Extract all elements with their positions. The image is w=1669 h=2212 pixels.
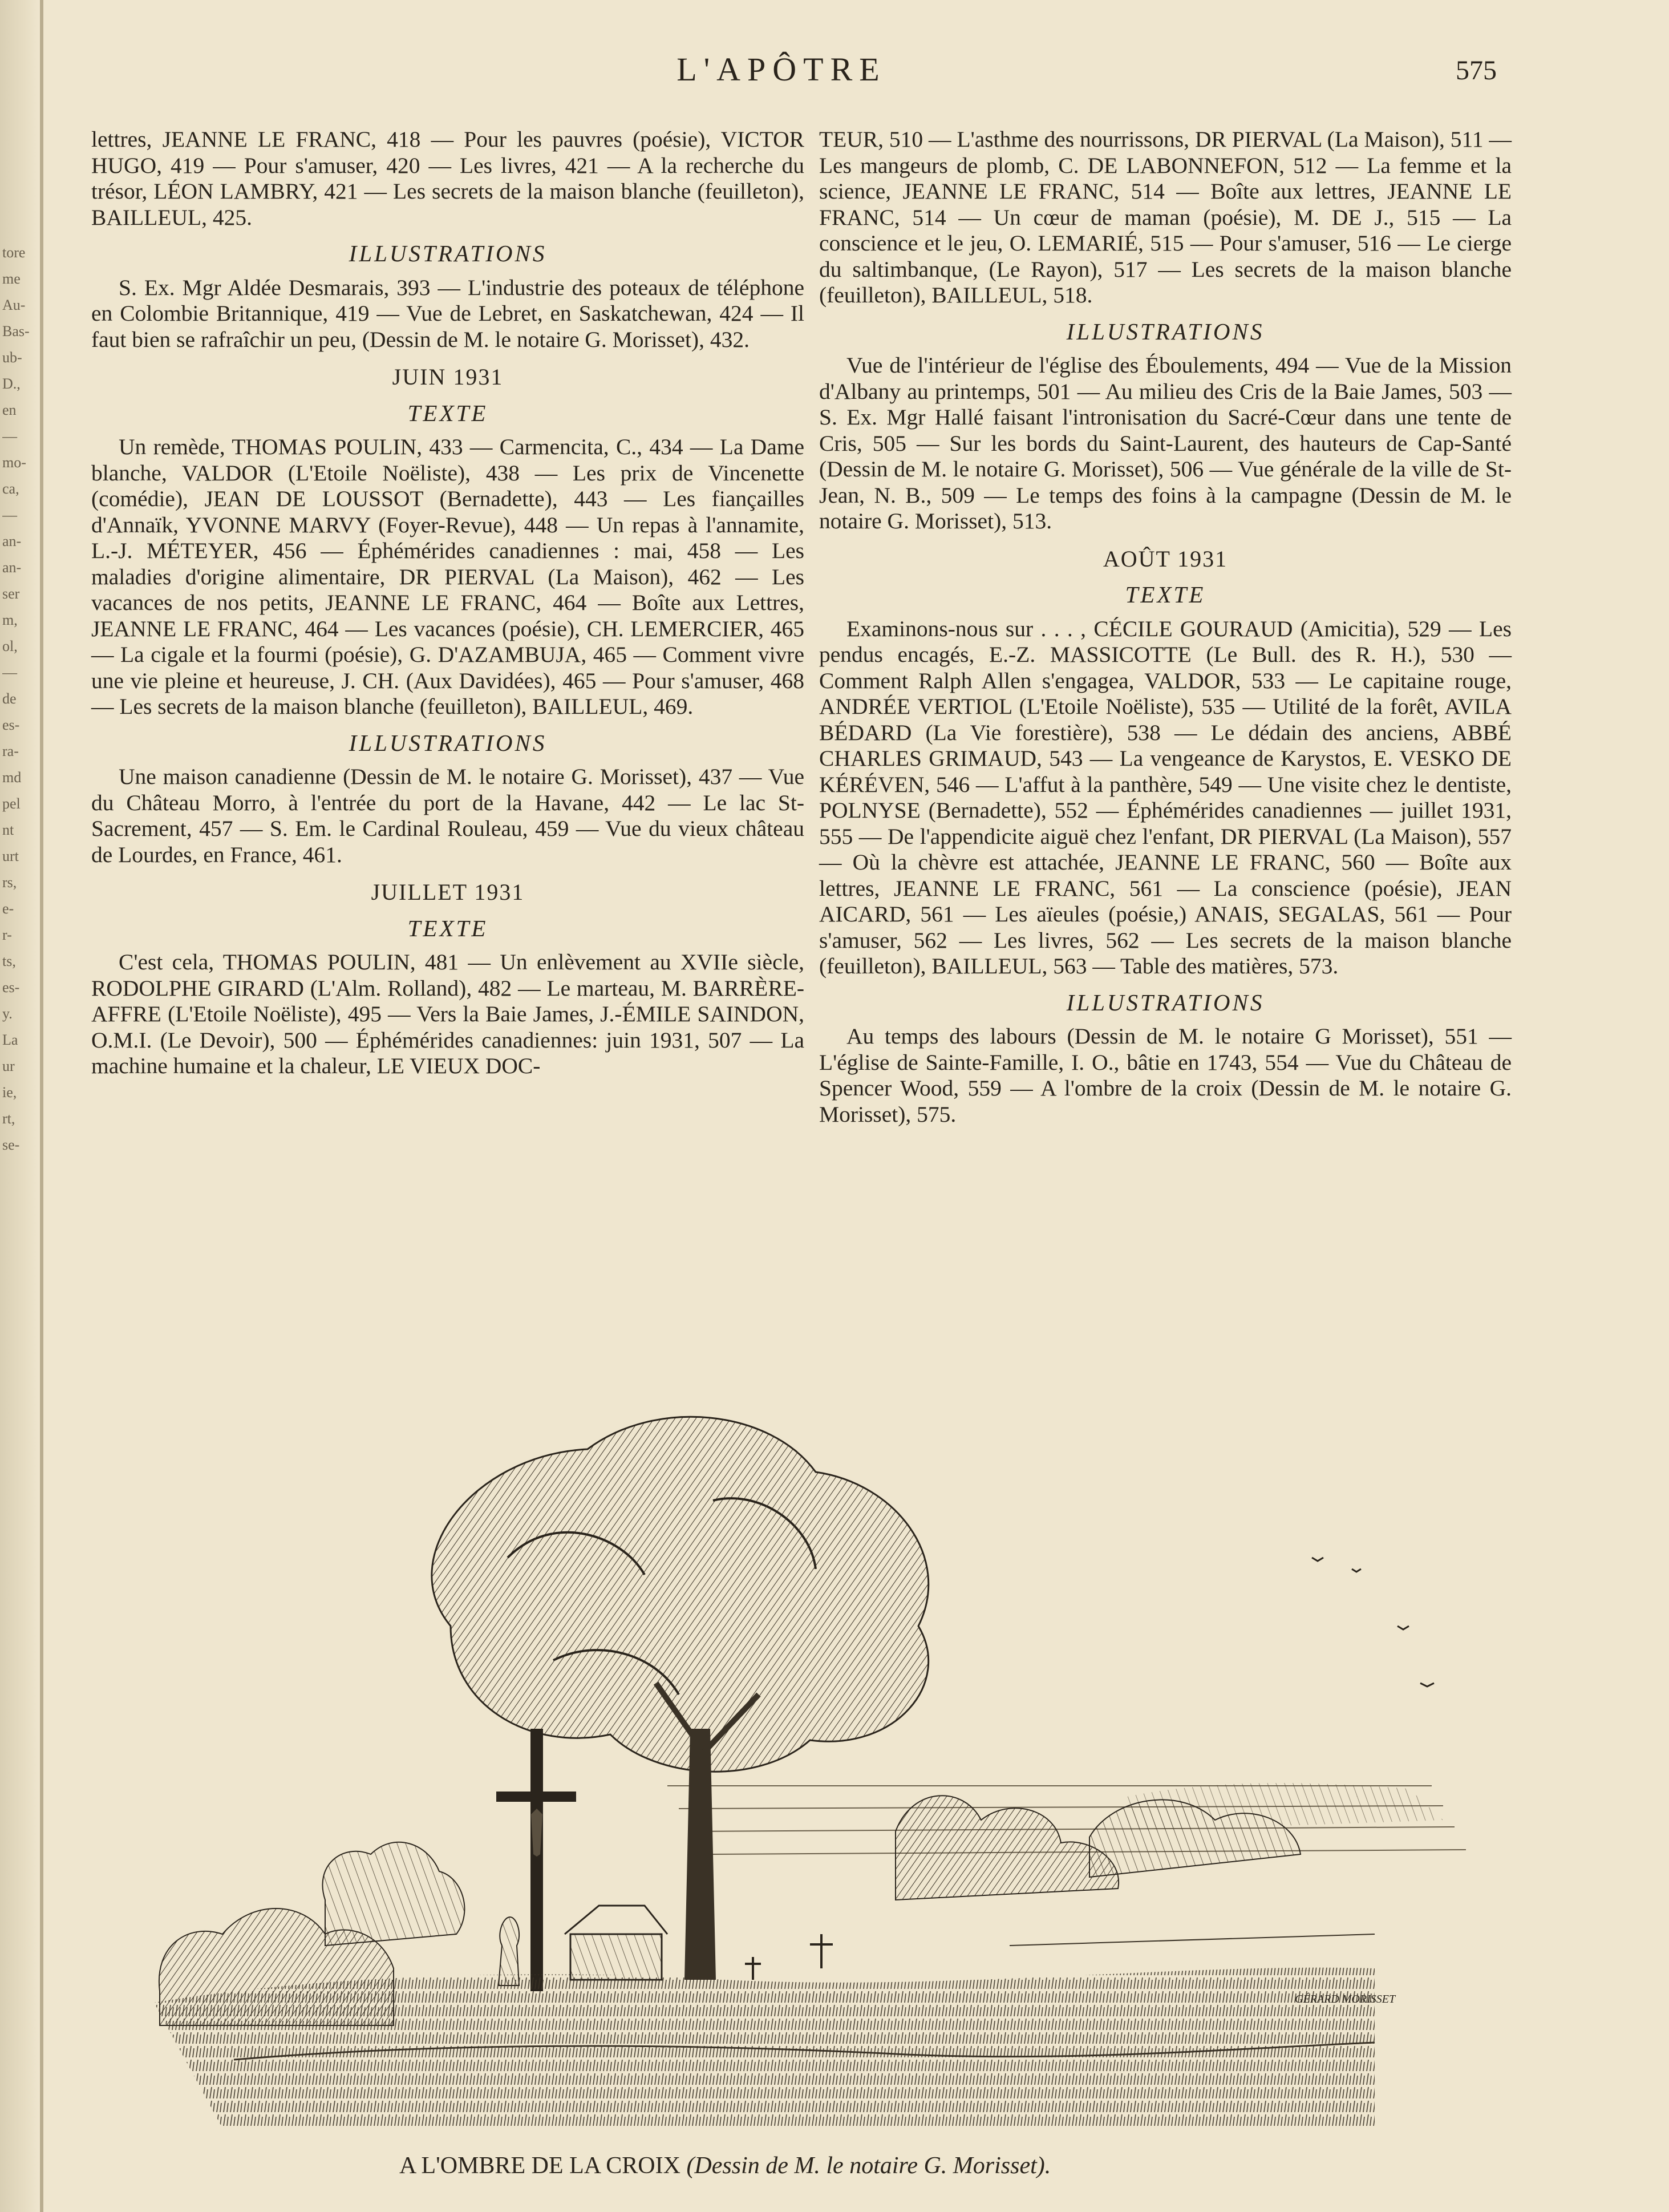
running-title: L'APÔTRE bbox=[676, 51, 886, 88]
intro-paragraph: lettres, JEANNE LE FRANC, 418 — Pour les pauvres (poésie), VICTOR HUGO, 419 — Pour s'amuser, 420 — Les livres, 421 — A la recherche du trésor, LÉON LAMBRY, 421 — Les secrets de la maison blanche (feuilleton), BAILLEUL, 425. bbox=[91, 127, 804, 230]
gutter-fragment: se- bbox=[2, 1137, 20, 1153]
month-heading-juin: JUIN 1931 bbox=[392, 364, 504, 390]
gutter-fragment: tore bbox=[2, 244, 26, 261]
illustrations-heading: ILLUSTRATIONS bbox=[349, 240, 547, 266]
gutter-fragment: md bbox=[2, 769, 22, 786]
illustrations-list-juin: Une maison canadienne (Dessin de M. le notaire G. Morisset), 437 — Vue du Château Morro, à l'entrée du port de la Havane, 442 — Le lac St-Sacrement, 457 — S. Em. le Cardinal Rouleau, 459 — Vue du vieux château de Lourdes, en France, 461. bbox=[91, 764, 804, 867]
gutter-fragment: r- bbox=[2, 927, 12, 943]
texte-list-juillet-part1: C'est cela, THOMAS POULIN, 481 — Un enlèvement au XVIIe siècle, RODOLPHE GIRARD (L'Alm. Rolland), 482 — Le marteau, M. BARRÈRE-AFFRE (L'Etoile Noëliste), 495 — Vers la Baie James, J.-ÉMILE SAINDON, O.M.I. (Le Devoir), 500 — Éphémérides canadiennes: juin 1931, 507 — La machine humaine et la chaleur, LE VIEUX DOC- bbox=[91, 949, 804, 1078]
gutter-fragment: mo- bbox=[2, 454, 26, 471]
illustrations-heading-juillet: ILLUSTRATIONS bbox=[1066, 318, 1265, 345]
gutter-fragment: ur bbox=[2, 1058, 15, 1074]
engraving-drawing bbox=[154, 1386, 1512, 2128]
gutter-fragment: ol, bbox=[2, 638, 18, 654]
birds bbox=[1312, 1558, 1434, 1687]
texte-heading-juillet: TEXTE bbox=[407, 915, 488, 941]
texte-list-juin: Un remède, THOMAS POULIN, 433 — Carmencita, C., 434 — La Dame blanche, VALDOR (L'Etoile Noëliste), 438 — Les prix de Vincenette (comédie), JEAN DE LOUSSOT (Bernadette), 443 — Les fiançailles d'Annaïk, YVONNE MARVY (Foyer-Revue), 448 — Un repas à l'annamite, L.-J. MÉTEYER, 456 — Éphémérides canadiennes : mai, 458 — Les maladies d'origine alimentaire, DR PIERVAL (La Maison), 462 — Les vacances de nos petits, JEANNE LE FRANC, 464 — Boîte aux Lettres, JEANNE LE FRANC, 464 — Les vacances (poésie), CH. LEMERCIER, 465 — La cigale et la fourmi (poésie), G. D'AZAMBUJA, 465 — Comment vivre une vie pleine et heureuse, J. CH. (Aux Davidées), 465 — Pour s'amuser, 468 — Les secrets de la maison blanche (feuilleton), BAILLEUL, 469. bbox=[91, 434, 804, 719]
gutter-fragment: — bbox=[2, 664, 17, 681]
gutter-fragment: ser bbox=[2, 585, 20, 602]
house bbox=[565, 1906, 667, 1980]
texte-list-juillet-part2: TEUR, 510 — L'asthme des nourrissons, DR PIERVAL (La Maison), 511 — Les mangeurs de plomb, C. DE LABONNEFON, 512 — La femme et la science, JEANNE LE FRANC, 514 — Boîte aux lettres, JEANNE LE FRANC, 514 — Un cœur de maman (poésie), M. DE J., 515 — La conscience et le jeu, O. LEMARIÉ, 515 — Pour s'amuser, 516 — Le cierge du saltimbanque, (Le Rayon), 517 — Les secrets de la maison blanche (feuilleton), BAILLEUL, 518. bbox=[819, 127, 1512, 308]
gutter-fragment: Bas- bbox=[2, 323, 30, 339]
right-column bbox=[819, 127, 1512, 1127]
month-heading-aout: AOÛT 1931 bbox=[1103, 545, 1228, 572]
gutter-fragment: nt bbox=[2, 822, 14, 838]
gutter-fragment: urt bbox=[2, 848, 19, 864]
gutter-fragment: an- bbox=[2, 559, 22, 576]
engraving-illustration bbox=[154, 1386, 1512, 2128]
caption-credit: (Dessin de M. le notaire G. Morisset). bbox=[686, 2153, 1051, 2179]
artist-signature: GÉRARD MORISSET bbox=[1295, 1993, 1396, 2005]
illustrations-list-juillet: Vue de l'intérieur de l'église des Éboulements, 494 — Vue de la Mission d'Albany au printemps, 501 — Au milieu des Cris de la Baie James, 503 — S. Ex. Mgr Hallé faisant l'intronisation du Sacré-Cœur dans une tente de Cris, 505 — Sur les bords du Saint-Laurent, des hauteurs de Cap-Santé (Dessin de M. le notaire G. Morisset), 506 — Vue générale de la ville de St-Jean, N. B., 509 — Le temps des foins à la campagne (Dessin de M. le notaire G. Morisset), 513. bbox=[819, 353, 1512, 533]
caption-title: A L'OMBRE DE LA CROIX bbox=[399, 2153, 680, 2179]
gutter-fragment: es- bbox=[2, 979, 20, 996]
illustrations-list-aout: Au temps des labours (Dessin de M. le notaire G Morisset), 551 — L'église de Sainte-Famille, I. O., bâtie en 1743, 554 — Vue du Château de Spencer Wood, 559 — A l'ombre de la croix (Dessin de M. le notaire G. Morisset), 575. bbox=[819, 1024, 1512, 1127]
gutter-fragment: ub- bbox=[2, 349, 22, 366]
gutter-fragment: es- bbox=[2, 717, 20, 733]
page-gutter bbox=[0, 0, 43, 2212]
gutter-fragment: — bbox=[2, 428, 17, 444]
gutter-fragment: y. bbox=[2, 1005, 13, 1022]
gutter-fragment: de bbox=[2, 690, 17, 707]
gutter-fragment: ca, bbox=[2, 480, 19, 497]
texte-list-aout: Examinons-nous sur . . . , CÉCILE GOURAUD (Amicitia), 529 — Les pendus encagés, E.-Z. MASSICOTTE (Le Bull. des R. H.), 530 — Comment Ralph Allen s'engagea, VALDOR, 533 — Le capitaine rouge, ANDRÉE VERTIOL (L'Etoile Noëliste), 535 — Utilité de la forêt, AVILA BÉDARD (La Vie forestière), 538 — Le dédain des anciens, ABBÉ CHARLES GRIMAUD, 543 — La vengeance de Karystos, E. VESKO DE KÉRÉVEN, 546 — L'affut à la panthère, 549 — Une visite chez le dentiste, POLNYSE (Bernadette), 552 — Éphémérides canadiennes — juillet 1931, 555 — De l'appendicite aiguë chez l'enfant, DR PIERVAL (La Maison), 557 — Où la chèvre est attachée, JEANNE LE FRANC, 560 — Boîte aux lettres, JEANNE LE FRANC, 561 — La conscience (poésie), JEAN AICARD, 561 — Les aïeules (poésie,) ANAIS, SEGALAS, 561 — Pour s'amuser, 562 — Les livres, 562 — Les secrets de la maison blanche (feuilleton), BAILLEUL, 563 — Table des matières, 573. bbox=[819, 616, 1512, 978]
gutter-fragment: e- bbox=[2, 900, 14, 917]
illustrations-list: S. Ex. Mgr Aldée Desmarais, 393 — L'industrie des poteaux de téléphone en Colombie Britannique, 419 — Vue de Lebret, en Saskatchewan, 424 — Il faut bien se rafraîchir un peu, (Dessin de M. le notaire G. Morisset), 432. bbox=[91, 274, 804, 352]
month-heading-juillet: JUILLET 1931 bbox=[371, 879, 525, 905]
illustration-caption bbox=[399, 2152, 1426, 2179]
gutter-fragment: Au- bbox=[2, 297, 26, 313]
gutter-fragment: m, bbox=[2, 612, 18, 628]
gutter-fragment: ie, bbox=[2, 1084, 17, 1101]
gutter-fragment: ra- bbox=[2, 743, 19, 759]
gutter-fragment: pel bbox=[2, 795, 21, 812]
gutter-text-fragments bbox=[2, 240, 34, 1158]
gutter-fragment: an- bbox=[2, 533, 22, 549]
gutter-fragment: en bbox=[2, 402, 17, 418]
gutter-fragment: D., bbox=[2, 375, 21, 392]
gutter-fragment: — bbox=[2, 507, 17, 523]
illustrations-heading-aout: ILLUSTRATIONS bbox=[1066, 989, 1265, 1016]
gutter-fragment: La bbox=[2, 1032, 18, 1048]
texte-heading-aout: TEXTE bbox=[1125, 581, 1206, 608]
illustrations-heading-juin: ILLUSTRATIONS bbox=[349, 729, 547, 756]
texte-heading-juin: TEXTE bbox=[407, 399, 488, 426]
left-column bbox=[91, 127, 804, 1079]
gutter-fragment: rt, bbox=[2, 1110, 15, 1127]
gutter-fragment: rs, bbox=[2, 874, 17, 891]
page-number: 575 bbox=[1456, 55, 1497, 86]
gutter-fragment: me bbox=[2, 270, 21, 287]
gutter-fragment: ts, bbox=[2, 953, 16, 969]
